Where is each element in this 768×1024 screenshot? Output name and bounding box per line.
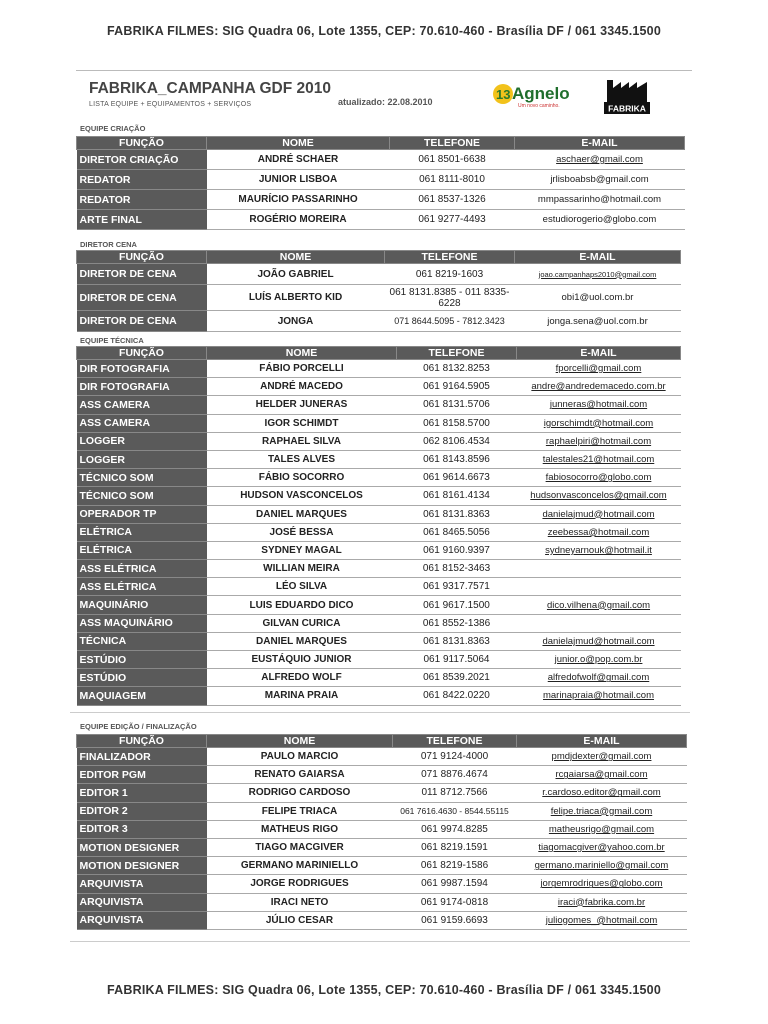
cell-email-link[interactable]: aschaer@gmail.com (515, 150, 685, 170)
cell-nome: JOÃO GABRIEL (207, 264, 385, 285)
cell-email-link[interactable]: andre@andredemacedo.com.br (517, 378, 681, 396)
cell-funcao: EDITOR PGM (77, 766, 207, 784)
table-row (77, 838, 687, 856)
col-email: E-MAIL (515, 251, 681, 264)
cell-funcao: DIRETOR DE CENA (77, 285, 207, 311)
table-row (77, 505, 681, 523)
col-funcao: FUNÇÃO (77, 347, 207, 360)
cell-email-link[interactable]: iraci@fabrika.com.br (517, 893, 687, 911)
table-edicao (76, 734, 687, 930)
cell-telefone: 062 8106.4534 (397, 432, 517, 450)
table-row (77, 911, 687, 929)
cell-email-link[interactable]: estudiorogerio@globo.com (515, 210, 685, 230)
cell-funcao: EDITOR 1 (77, 784, 207, 802)
cell-email-link[interactable]: mmpassarinho@hotmail.com (515, 190, 685, 210)
cell-telefone: 061 8537-1326 (390, 190, 515, 210)
address-footer: FABRIKA FILMES: SIG Quadra 06, Lote 1355, CEP: 70.610-460 - Brasília DF / 061 3345.1500 (107, 983, 661, 997)
cell-email-link[interactable]: matheusrigo@gmail.com (517, 820, 687, 838)
cell-funcao: ELÉTRICA (77, 523, 207, 541)
updated-date: atualizado: 22.08.2010 (338, 97, 433, 107)
cell-funcao: ASS ELÉTRICA (77, 578, 207, 596)
table-row (77, 748, 687, 766)
cell-telefone: 071 9124-4000 (393, 748, 517, 766)
cell-nome: RAPHAEL SILVA (207, 432, 397, 450)
cell-funcao: LOGGER (77, 450, 207, 468)
col-funcao: FUNÇÃO (77, 251, 207, 264)
cell-funcao: ESTÚDIO (77, 651, 207, 669)
col-email: E-MAIL (515, 137, 685, 150)
col-telefone: TELEFONE (385, 251, 515, 264)
table-row (77, 802, 687, 820)
cell-nome: SYDNEY MAGAL (207, 541, 397, 559)
cell-funcao: EDITOR 2 (77, 802, 207, 820)
table-row (77, 432, 681, 450)
cell-email-link[interactable] (517, 578, 681, 596)
cell-nome: WILLIAN MEIRA (207, 560, 397, 578)
cell-email-link[interactable]: danielajmud@hotmail.com (517, 632, 681, 650)
cell-funcao: ASS CAMERA (77, 396, 207, 414)
document-title: FABRIKA_CAMPANHA GDF 2010 (89, 80, 332, 97)
col-nome: NOME (207, 735, 393, 748)
cell-telefone: 061 9159.6693 (393, 911, 517, 929)
table-row (77, 669, 681, 687)
cell-email-link[interactable]: fabiosocorro@globo.com (517, 469, 681, 487)
cell-telefone: 061 9974.8285 (393, 820, 517, 838)
table-row (77, 820, 687, 838)
cell-email-link[interactable] (517, 560, 681, 578)
col-email: E-MAIL (517, 347, 681, 360)
section-label-diretor-cena: DIRETOR CENA (80, 240, 137, 249)
cell-email-link[interactable]: talestales21@hotmail.com (517, 450, 681, 468)
table-tecnica (76, 346, 681, 706)
table-row (77, 893, 687, 911)
cell-funcao: DIR FOTOGRAFIA (77, 378, 207, 396)
table-criacao (76, 136, 685, 230)
cell-funcao: ESTÚDIO (77, 669, 207, 687)
cell-email-link[interactable]: alfredofwolf@gmail.com (517, 669, 681, 687)
section-label-tecnica: EQUIPE TÉCNICA (80, 336, 144, 345)
cell-funcao: OPERADOR TP (77, 505, 207, 523)
cell-nome: TIAGO MACGIVER (207, 838, 393, 856)
cell-telefone: 061 9160.9397 (397, 541, 517, 559)
cell-funcao: DIRETOR DE CENA (77, 311, 207, 332)
cell-nome: DANIEL MARQUES (207, 632, 397, 650)
cell-funcao: DIRETOR CRIAÇÃO (77, 150, 207, 170)
table-row (77, 651, 681, 669)
cell-telefone: 061 9987.1594 (393, 875, 517, 893)
cell-funcao: TÉCNICO SOM (77, 469, 207, 487)
cell-funcao: TÉCNICA (77, 632, 207, 650)
table-row (77, 450, 681, 468)
table-row (77, 687, 681, 705)
cell-telefone: 061 8422.0220 (397, 687, 517, 705)
cell-funcao: TÉCNICO SOM (77, 487, 207, 505)
cell-nome: DANIEL MARQUES (207, 505, 397, 523)
cell-email-link[interactable]: jonga.sena@uol.com.br (515, 311, 681, 332)
cell-nome: HELDER JUNERAS (207, 396, 397, 414)
table-row (77, 360, 681, 378)
cell-nome: IRACI NETO (207, 893, 393, 911)
cell-nome: PAULO MARCIO (207, 748, 393, 766)
cell-funcao: ARQUIVISTA (77, 875, 207, 893)
cell-email-link[interactable]: tiagomacgiver@yahoo.com.br (517, 838, 687, 856)
table-row (77, 541, 681, 559)
cell-nome: JONGA (207, 311, 385, 332)
cell-nome: HUDSON VASCONCELOS (207, 487, 397, 505)
cell-telefone: 071 8876.4674 (393, 766, 517, 784)
cell-nome: FÁBIO SOCORRO (207, 469, 397, 487)
cell-email-link[interactable]: pmdjdexter@gmail.com (517, 748, 687, 766)
cell-telefone: 061 8219-1586 (393, 857, 517, 875)
cell-email-link[interactable] (517, 614, 681, 632)
table-row (77, 190, 685, 210)
col-email: E-MAIL (517, 735, 687, 748)
cell-telefone: 061 8501-6638 (390, 150, 515, 170)
divider (70, 712, 690, 713)
cell-email-link[interactable]: rcgaiarsa@gmail.com (517, 766, 687, 784)
table-row (77, 614, 681, 632)
table-row (77, 469, 681, 487)
cell-email-link[interactable]: raphaelpiri@hotmail.com (517, 432, 681, 450)
table-row (77, 487, 681, 505)
table-row (77, 264, 681, 285)
cell-funcao: ARQUIVISTA (77, 911, 207, 929)
cell-funcao: ASS MAQUINÁRIO (77, 614, 207, 632)
cell-telefone: 011 8712.7566 (393, 784, 517, 802)
col-nome: NOME (207, 137, 390, 150)
cell-telefone: 061 8143.8596 (397, 450, 517, 468)
cell-nome: MAURÍCIO PASSARINHO (207, 190, 390, 210)
cell-email-link[interactable]: danielajmud@hotmail.com (517, 505, 681, 523)
table-row (77, 560, 681, 578)
cell-funcao: MOTION DESIGNER (77, 838, 207, 856)
cell-funcao: REDATOR (77, 170, 207, 190)
cell-funcao: ASS CAMERA (77, 414, 207, 432)
cell-nome: ANDRÉ SCHAER (207, 150, 390, 170)
cell-email-link[interactable]: junior.o@pop.com.br (517, 651, 681, 669)
cell-telefone: 061 9277-4493 (390, 210, 515, 230)
cell-telefone: 061 8552-1386 (397, 614, 517, 632)
cell-nome: JÚLIO CESAR (207, 911, 393, 929)
cell-telefone: 061 9174-0818 (393, 893, 517, 911)
cell-funcao: LOGGER (77, 432, 207, 450)
svg-text:13: 13 (496, 87, 511, 102)
table-row (77, 210, 685, 230)
cell-telefone: 061 8131.8363 (397, 632, 517, 650)
cell-email-link[interactable]: joao.campanhaps2010@gmail.com (515, 264, 681, 285)
cell-email-link[interactable]: marinapraia@hotmail.com (517, 687, 681, 705)
cell-telefone: 061 8131.8363 (397, 505, 517, 523)
cell-nome: GILVAN CURICA (207, 614, 397, 632)
cell-telefone: 061 8131.8385 - 011 8335-6228 (385, 285, 515, 311)
cell-email-link[interactable]: zeebessa@hotmail.com (517, 523, 681, 541)
table-row (77, 285, 681, 311)
table-row (77, 632, 681, 650)
cell-telefone: 061 8465.5056 (397, 523, 517, 541)
table-row (77, 396, 681, 414)
cell-funcao: ARQUIVISTA (77, 893, 207, 911)
cell-telefone: 061 8152-3463 (397, 560, 517, 578)
svg-text:FABRIKA: FABRIKA (608, 103, 646, 114)
cell-funcao: DIRETOR DE CENA (77, 264, 207, 285)
cell-telefone: 061 7616.4630 - 8544.55115 (393, 802, 517, 820)
table-diretor-cena (76, 250, 681, 332)
document-subtitle: LISTA EQUIPE + EQUIPAMENTOS + SERVIÇOS (89, 101, 252, 108)
col-funcao: FUNÇÃO (77, 735, 207, 748)
table-row (77, 596, 681, 614)
cell-email-link[interactable]: sydneyarnouk@hotmail.it (517, 541, 681, 559)
cell-nome: ROGÉRIO MOREIRA (207, 210, 390, 230)
cell-telefone: 061 8132.8253 (397, 360, 517, 378)
cell-funcao: ELÉTRICA (77, 541, 207, 559)
cell-telefone: 061 8161.4134 (397, 487, 517, 505)
agnelo-logo (492, 81, 572, 109)
cell-email-link[interactable]: r.cardoso.editor@gmail.com (517, 784, 687, 802)
table-row (77, 766, 687, 784)
cell-nome: TALES ALVES (207, 450, 397, 468)
table-row (77, 150, 685, 170)
cell-nome: ANDRÉ MACEDO (207, 378, 397, 396)
cell-email-link[interactable]: juliogomes_@hotmail.com (517, 911, 687, 929)
cell-email-link[interactable]: obi1@uol.com.br (515, 285, 681, 311)
fabrika-logo (604, 74, 650, 114)
cell-telefone: 061 9317.7571 (397, 578, 517, 596)
cell-telefone: 061 8219-1603 (385, 264, 515, 285)
table-row (77, 857, 687, 875)
cell-funcao: FINALIZADOR (77, 748, 207, 766)
divider (70, 941, 690, 942)
svg-text:Agnelo: Agnelo (512, 84, 570, 103)
svg-text:Um novo caminho.: Um novo caminho. (518, 103, 560, 109)
cell-nome: ALFREDO WOLF (207, 669, 397, 687)
cell-email-link[interactable]: junneras@hotmail.com (517, 396, 681, 414)
cell-telefone: 061 9164.5905 (397, 378, 517, 396)
cell-email-link[interactable]: felipe.triaca@gmail.com (517, 802, 687, 820)
cell-nome: IGOR SCHIMDT (207, 414, 397, 432)
cell-nome: LUIS EDUARDO DICO (207, 596, 397, 614)
cell-nome: JORGE RODRIGUES (207, 875, 393, 893)
cell-funcao: MAQUIAGEM (77, 687, 207, 705)
cell-nome: LUÍS ALBERTO KID (207, 285, 385, 311)
col-telefone: TELEFONE (393, 735, 517, 748)
cell-nome: FÁBIO PORCELLI (207, 360, 397, 378)
address-header: FABRIKA FILMES: SIG Quadra 06, Lote 1355, CEP: 70.610-460 - Brasília DF / 061 3345.1500 (107, 24, 661, 38)
section-label-edicao: EQUIPE EDIÇÃO / FINALIZAÇÃO (80, 722, 197, 731)
cell-nome: LÉO SILVA (207, 578, 397, 596)
col-funcao: FUNÇÃO (77, 137, 207, 150)
cell-funcao: MAQUINÁRIO (77, 596, 207, 614)
table-row (77, 414, 681, 432)
cell-telefone: 061 9617.1500 (397, 596, 517, 614)
cell-email-link[interactable]: igorschimdt@hotmail.com (517, 414, 681, 432)
cell-telefone: 061 8111-8010 (390, 170, 515, 190)
table-row (77, 523, 681, 541)
col-nome: NOME (207, 347, 397, 360)
table-row (77, 378, 681, 396)
cell-nome: EUSTÁQUIO JUNIOR (207, 651, 397, 669)
cell-telefone: 061 9117.5064 (397, 651, 517, 669)
cell-email-link[interactable]: jrlisboabsb@gmail.com (515, 170, 685, 190)
cell-funcao: MOTION DESIGNER (77, 857, 207, 875)
cell-telefone: 061 8219.1591 (393, 838, 517, 856)
cell-email-link[interactable]: germano.mariniello@gmail.com (517, 857, 687, 875)
cell-telefone: 061 8131.5706 (397, 396, 517, 414)
cell-funcao: EDITOR 3 (77, 820, 207, 838)
cell-nome: FELIPE TRIACA (207, 802, 393, 820)
col-nome: NOME (207, 251, 385, 264)
cell-nome: RENATO GAIARSA (207, 766, 393, 784)
cell-telefone: 061 8158.5700 (397, 414, 517, 432)
table-row (77, 578, 681, 596)
cell-nome: JOSÉ BESSA (207, 523, 397, 541)
table-row (77, 170, 685, 190)
cell-funcao: DIR FOTOGRAFIA (77, 360, 207, 378)
document-header (76, 70, 692, 121)
cell-funcao: ARTE FINAL (77, 210, 207, 230)
section-label-criacao: EQUIPE CRIAÇÃO (80, 124, 146, 133)
cell-telefone: 071 8644.5095 - 7812.3423 (385, 311, 515, 332)
cell-funcao: REDATOR (77, 190, 207, 210)
cell-nome: GERMANO MARINIELLO (207, 857, 393, 875)
cell-nome: MARINA PRAIA (207, 687, 397, 705)
col-telefone: TELEFONE (397, 347, 517, 360)
table-row (77, 311, 681, 332)
cell-nome: JUNIOR LISBOA (207, 170, 390, 190)
table-row (77, 784, 687, 802)
cell-nome: RODRIGO CARDOSO (207, 784, 393, 802)
cell-email-link[interactable]: jorgemrodrigues@globo.com (517, 875, 687, 893)
table-row (77, 875, 687, 893)
cell-funcao: ASS ELÉTRICA (77, 560, 207, 578)
cell-nome: MATHEUS RIGO (207, 820, 393, 838)
cell-telefone: 061 8539.2021 (397, 669, 517, 687)
cell-telefone: 061 9614.6673 (397, 469, 517, 487)
cell-email-link[interactable]: dico.vilhena@gmail.com (517, 596, 681, 614)
col-telefone: TELEFONE (390, 137, 515, 150)
cell-email-link[interactable]: fporcelli@gmail.com (517, 360, 681, 378)
cell-email-link[interactable]: hudsonvasconcelos@gmail.com (517, 487, 681, 505)
